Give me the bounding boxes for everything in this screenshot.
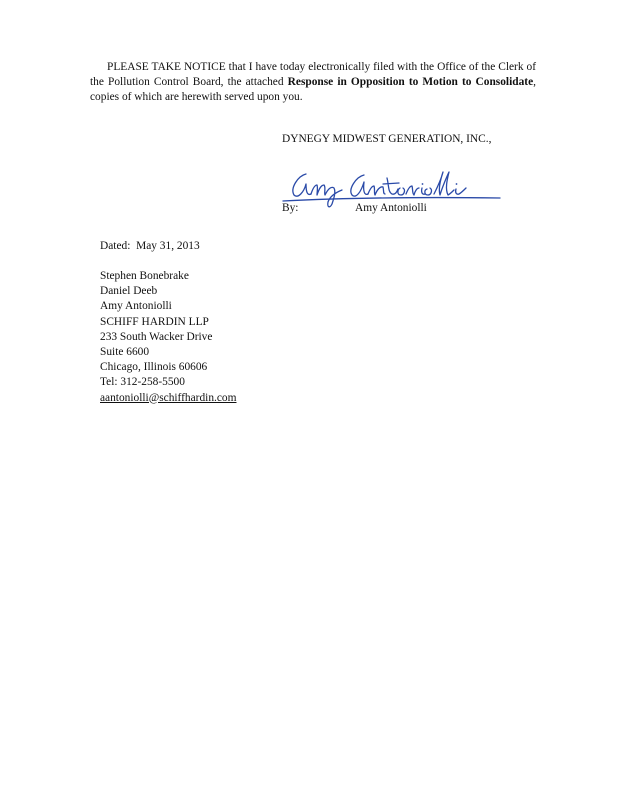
signature-block <box>282 168 502 216</box>
contact-line: Suite 6600 <box>100 345 150 358</box>
notice-text-start: PLEASE TAKE NOTICE that I have today electronically filed with the Office of the Clerk of the Pollution Control Board, the attached <box>90 61 536 88</box>
dated-line <box>100 239 200 254</box>
contact-line: Amy Antoniolli <box>100 300 172 313</box>
notice-paragraph <box>90 60 536 105</box>
contact-line: Stephen Bonebrake <box>100 270 189 282</box>
company-name: DYNEGY MIDWEST GENERATION, INC., <box>282 133 492 145</box>
contact-block <box>100 269 237 406</box>
contact-line: Tel: 312-258-5500 <box>100 376 185 389</box>
contact-line: 233 South Wacker Drive <box>100 330 213 343</box>
dated-date: May 31, 2013 <box>136 240 200 252</box>
contact-line: Daniel Deeb <box>100 285 158 298</box>
contact-line: Chicago, Illinois 60606 <box>100 361 208 374</box>
dated-label: Dated: <box>100 240 131 252</box>
by-label: By: <box>282 202 299 214</box>
signer-name: Amy Antoniolli <box>355 202 427 214</box>
notice-document-title: Response in Opposition to Motion to Consolidate <box>287 76 534 88</box>
contact-line: SCHIFF HARDIN LLP <box>100 315 209 328</box>
notice-text-end: , copies of which are herewith served upon you. <box>90 76 536 103</box>
email-link[interactable]: aantoniolli@schiffhardin.com <box>100 391 237 404</box>
